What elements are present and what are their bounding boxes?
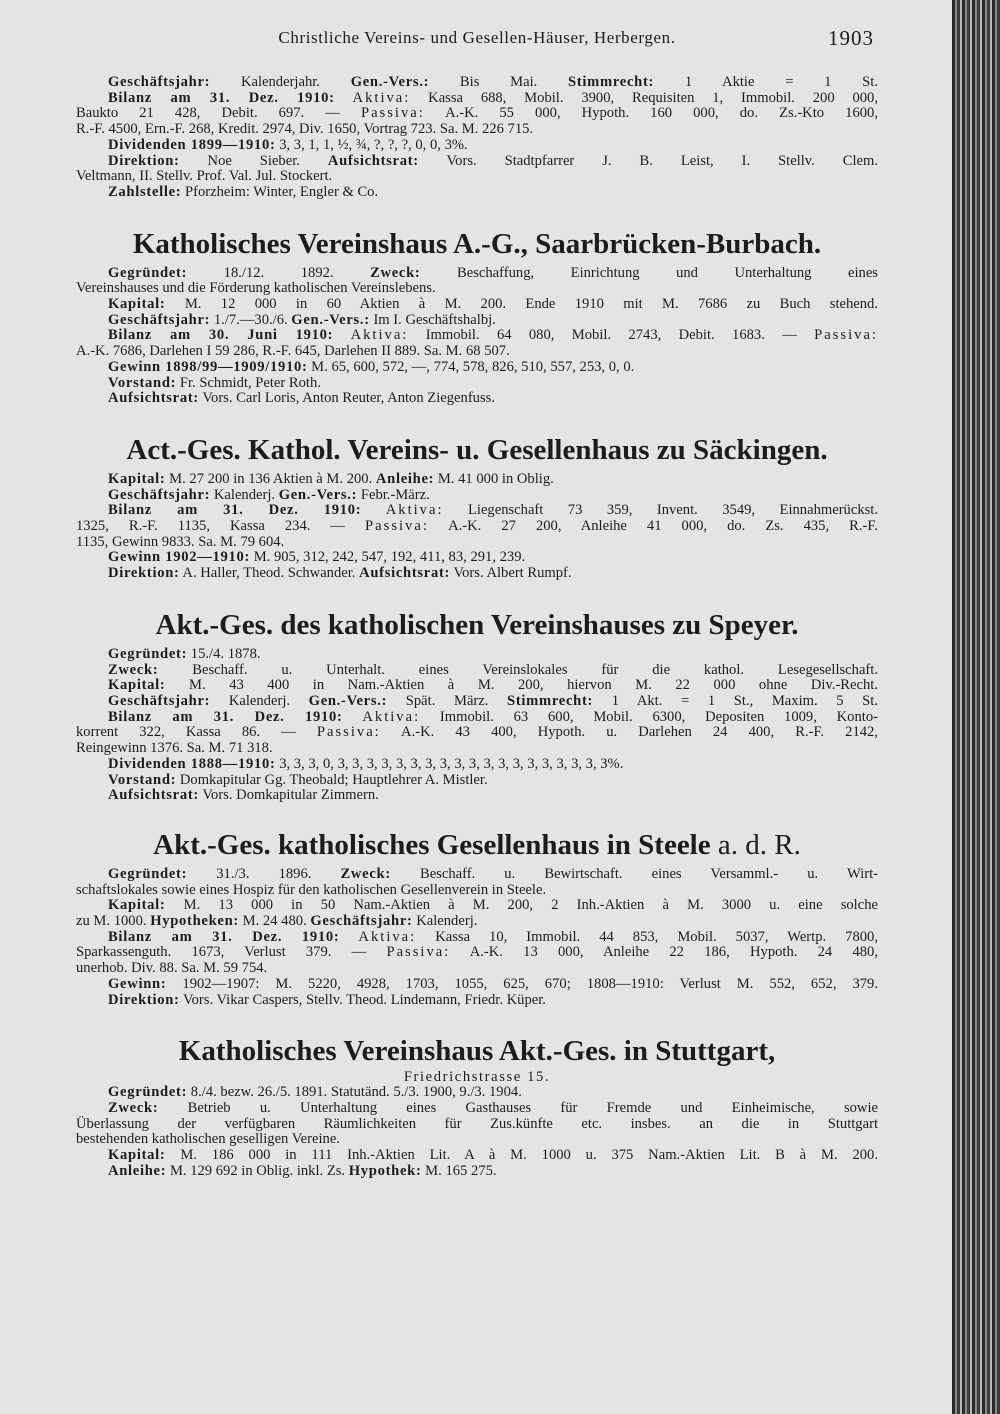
entry-line: Gegründet: 8./4. bezw. 26./5. 1891. Statutänd. 5./3. 1900, 9./3. 1904. bbox=[108, 1084, 522, 1101]
entry-line: Vorstand: Domkapitular Gg. Theobald; Hauptlehrer A. Mistler. bbox=[108, 771, 488, 788]
entry-line: Direktion: Vors. Vikar Caspers, Stellv. Theod. Lindemann, Friedr. Küper. bbox=[108, 991, 546, 1008]
entry-line: schaftslokales sowie eines Hospiz für den katholischen Gesellenverein in Steele. bbox=[76, 881, 547, 898]
section-subtitle: Friedrichstrasse 15. bbox=[403, 1069, 551, 1086]
entry-line: Veltmann, II. Stellv. Prof. Val. Jul. Stockert. bbox=[76, 168, 333, 185]
entry-speyer bbox=[76, 607, 878, 804]
entry-line: Vereinshauses und die Förderung katholischen Vereinslebens. bbox=[76, 280, 436, 297]
entry-line: Gewinn: 1902—1907: M. 5220, 4928, 1703, 1055, 625, 670; 1808—1910: Verlust M. 552, 652, 379. bbox=[108, 975, 878, 992]
entry-line: Vorstand: Fr. Schmidt, Peter Roth. bbox=[108, 374, 321, 391]
entry-line: Geschäftsjahr: Kalenderj. Gen.-Vers.: Spät. März. Stimmrecht: 1 Akt. = 1 St., Maxim. 5 St. bbox=[108, 692, 878, 709]
entry-stuttgart bbox=[76, 1033, 878, 1179]
entry-line: Gegründet: 15./4. 1878. bbox=[108, 645, 261, 662]
entry-line: Kapital: M. 12 000 in 60 Aktien à M. 200. Ende 1910 mit M. 7686 zu Buch stehend. bbox=[108, 296, 878, 313]
section-heading: Act.-Ges. Kathol. Vereins- u. Gesellenhaus zu Säckingen. bbox=[126, 433, 828, 466]
page-number: 1903 bbox=[828, 26, 874, 50]
entry-line: Kapital: M. 13 000 in 50 Nam.-Aktien à M. 200, 2 Inh.-Aktien à M. 3000 u. eine solche bbox=[108, 897, 878, 914]
entry-line: unerhob. Div. 88. Sa. M. 59 754. bbox=[76, 960, 268, 977]
entry-line: Bilanz am 30. Juni 1910: Aktiva: Immobil. 64 080, Mobil. 2743, Debit. 1683. — Passiva: bbox=[108, 327, 878, 344]
entry-line: R.-F. 4500, Ern.-F. 268, Kredit. 2974, Div. 1650, Vortrag 723. Sa. M. 226 715. bbox=[76, 121, 534, 138]
entry-line: Zweck: Betrieb u. Unterhaltung eines Gasthauses für Fremde und Einheimische, sowie bbox=[108, 1099, 878, 1116]
entry-line: Kapital: M. 186 000 in 111 Inh.-Aktien Lit. A à M. 1000 u. 375 Nam.-Aktien Lit. B à M. 200. bbox=[108, 1147, 878, 1164]
entry-line: Gegründet: 18./12. 1892. Zweck: Beschaffung, Einrichtung und Unterhaltung eines bbox=[108, 264, 878, 281]
entry-line: Direktion: A. Haller, Theod. Schwander. Aufsichtsrat: Vors. Albert Rumpf. bbox=[108, 565, 572, 582]
entry-line: Gewinn 1898/99—1909/1910: M. 65, 600, 572, —, 774, 578, 826, 510, 557, 253, 0, 0. bbox=[108, 358, 635, 375]
entry-steele bbox=[76, 827, 878, 1008]
entry-line: Geschäftsjahr: Kalenderj. Gen.-Vers.: Febr.-März. bbox=[108, 486, 430, 503]
entry-line: A.-K. 7686, Darlehen I 59 286, R.-F. 645, Darlehen II 889. Sa. M. 68 507. bbox=[76, 343, 510, 360]
running-title: Christliche Vereins- und Gesellen-Häuser, Herbergen. bbox=[278, 28, 676, 47]
section-heading: Katholisches Vereinshaus A.-G., Saarbrücken-Burbach. bbox=[132, 227, 822, 260]
entry-line: Gegründet: 31./3. 1896. Zweck: Beschaff. u. Bewirtschaft. eines Versamml.- u. Wirt- bbox=[108, 865, 878, 882]
entry-line: Dividenden 1899—1910: 3, 3, 1, 1, ½, ¾, ?, ?, ?, 0, 0, 3%. bbox=[108, 136, 468, 153]
entry-saarbruecken bbox=[76, 226, 878, 407]
entry-line: Kapital: M. 27 200 in 136 Aktien à M. 200. Anleihe: M. 41 000 in Oblig. bbox=[108, 470, 554, 487]
entry-line: Geschäftsjahr: Kalenderjahr. Gen.-Vers.: Bis Mai. Stimmrecht: 1 Aktie = 1 St. bbox=[108, 74, 879, 90]
entry-line: bestehenden katholischen geselligen Vereine. bbox=[76, 1131, 340, 1148]
entry-line: Anleihe: M. 129 692 in Oblig. inkl. Zs. Hypothek: M. 165 275. bbox=[108, 1162, 497, 1179]
running-head bbox=[76, 28, 878, 54]
entry-line: Zweck: Beschaff. u. Unterhalt. eines Vereinslokales für die kathol. Lesegesellschaft. bbox=[108, 661, 878, 678]
entry-line: 1325, R.-F. 1135, Kassa 234. — Passiva: A.-K. 27 200, Anleihe 41 000, do. Zs. 435, R.-F. bbox=[76, 518, 878, 535]
entry-line: Reingewinn 1376. Sa. M. 71 318. bbox=[76, 740, 273, 757]
entry-line: Direktion: Noe Sieber. Aufsichtsrat: Vors. Stadtpfarrer J. B. Leist, I. Stellv. Clem. bbox=[108, 152, 878, 169]
entry-line: Zahlstelle: Pforzheim: Winter, Engler & Co. bbox=[108, 183, 379, 200]
entry-line: Aufsichtsrat: Vors. Domkapitular Zimmern. bbox=[108, 787, 379, 804]
entry-line: Bilanz am 31. Dez. 1910: Aktiva: Kassa 688, Mobil. 3900, Requisiten 1, Immobil. 200 000, bbox=[108, 89, 878, 106]
book-edge bbox=[952, 0, 1000, 1414]
entry-line: Kapital: M. 43 400 in Nam.-Aktien à M. 200, hiervon M. 22 000 ohne Div.-Recht. bbox=[108, 677, 878, 694]
entry-line: Geschäftsjahr: 1./7.—30./6. Gen.-Vers.: Im I. Geschäftshalbj. bbox=[108, 311, 496, 328]
entry-line: zu M. 1000. Hypotheken: M. 24 480. Geschäftsjahr: Kalenderj. bbox=[76, 913, 478, 930]
entry-line: Bilanz am 31. Dez. 1910: Aktiva: Immobil. 63 600, Mobil. 6300, Depositen 1009, Konto- bbox=[108, 708, 878, 725]
entry-line: Baukto 21 428, Debit. 697. — Passiva: A.-K. 55 000, Hypoth. 160 000, do. Zs.-Kto 1600, bbox=[76, 105, 878, 122]
section-heading: Akt.-Ges. des katholischen Vereinshauses zu Speyer. bbox=[155, 608, 799, 641]
entry-line: Bilanz am 31. Dez. 1910: Aktiva: Kassa 10, Immobil. 44 853, Mobil. 5037, Wertp. 7800, bbox=[108, 928, 879, 945]
section-heading: Akt.-Ges. katholisches Gesellenhaus in Steele a. d. R. bbox=[153, 828, 801, 861]
entry-line: Gewinn 1902—1910: M. 905, 312, 242, 547, 192, 411, 83, 291, 239. bbox=[108, 549, 526, 566]
entry-line: Überlassung der verfügbaren Räumlichkeiten für Zus.künfte etc. insbes. an die in Stuttgart bbox=[76, 1115, 878, 1132]
entry-line: Sparkassenguth. 1673, Verlust 379. — Passiva: A.-K. 13 000, Anleihe 22 186, Hypoth. 24 480, bbox=[76, 944, 878, 961]
page-content bbox=[76, 28, 878, 1179]
entry-line: 1135, Gewinn 9833. Sa. M. 79 604. bbox=[76, 533, 285, 550]
entry-line: Dividenden 1888—1910: 3, 3, 3, 0, 3, 3, 3, 3, 3, 3, 3, 3, 3, 3, 3, 3, 3, 3, 3, 3, 3, 3, 3%. bbox=[108, 755, 624, 772]
entry-saeckingen bbox=[76, 432, 878, 582]
entry-line: Bilanz am 31. Dez. 1910: Aktiva: Liegenschaft 73 359, Invent. 3549, Einnahmerückst. bbox=[108, 502, 879, 519]
section-heading: Katholisches Vereinshaus Akt.-Ges. in Stuttgart, bbox=[178, 1035, 776, 1068]
entry-line: Aufsichtsrat: Vors. Carl Loris, Anton Reuter, Anton Ziegenfuss. bbox=[108, 390, 495, 407]
entry-line: korrent 322, Kassa 86. — Passiva: A.-K. 43 400, Hypoth. u. Darlehen 24 400, R.-F. 2142, bbox=[76, 724, 878, 741]
entry-pforzheim bbox=[76, 75, 878, 201]
